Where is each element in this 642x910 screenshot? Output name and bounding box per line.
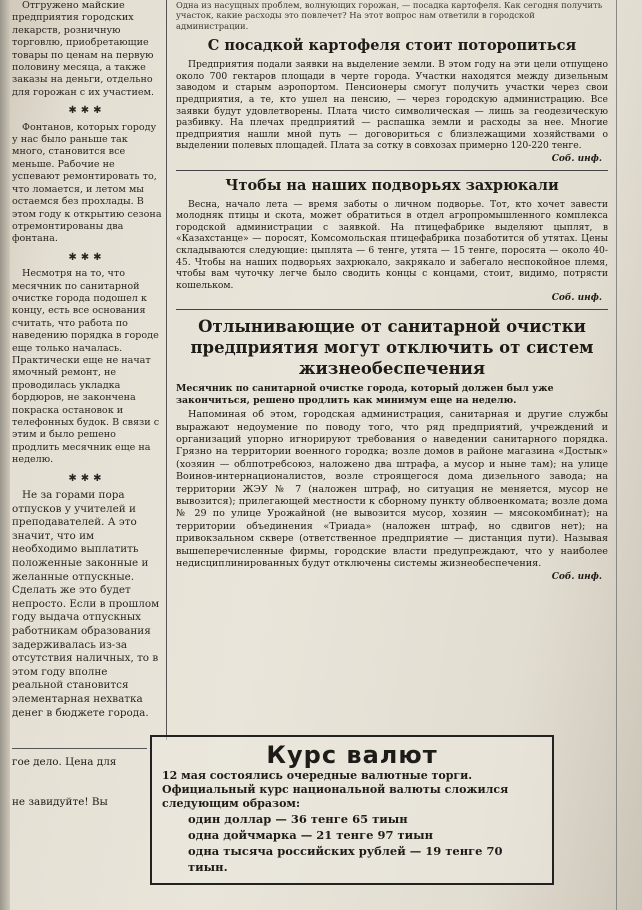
currency-intro: 12 мая состоялись очередные валютные торги. Официальный курс национальной валюты сложился следующим образом: bbox=[162, 769, 509, 810]
sanitary-body: Напоминая об этом, городская администрация, санитарная и другие службы выражают недоумение по поводу того, что ряд предприятий, учреждений и организаций упорно игнорируют требования о наведении санитарного порядка. Грязно на территории военного городка; возле домов в районе магазина «Достык» (хозяин — облпотребсоюз, наложено два штрафа, а мусор и ныне там); на улице Воинов-интернационалистов, возле строящегося дома дизельного завода; на территории ЖЭУ № 7 (наложен штраф, но ситуация не меняется, мусор не вывозится); прилегающей местности к сборному пункту облвоенкомата; возле дома № 29 по улице Урожайной (не вывозится мусор, хозяин — мясокомбинат); на территории объединения «Триада» (наложен штраф, но сдвигов нет); на привокзальном сквере (ответственное предприятие — дистанция пути). Называя вышеперечисленные фирмы, городские власти предупреждают, что у наиболее недисциплинированных будут отключены системы жизнеобеспечения. bbox=[176, 409, 608, 569]
left-block-3: Несмотря на то, что месячник по санитарной очистке города подошел к концу, есть все основания считать, что работа по наведению порядка в городе еще только началась. Практически еще не начат ямочный ремонт, не проводилась укладка бордюров, не закончена покраска остановок и телефонных будок. В связи с этим и было решено продлить месячник еще на неделю. bbox=[12, 268, 160, 466]
sanitary-source: Соб. инф. bbox=[551, 572, 602, 583]
potato-headline: С посадкой картофеля стоит поторопиться bbox=[207, 37, 577, 55]
right-column-rule bbox=[616, 0, 617, 910]
sanitary-headline: Отлынивающие от санитарной очистки предприятия могут отключить от систем жизнеобеспечения bbox=[190, 316, 594, 378]
rate-dmark: одна дойчмарка — 21 тенге 97 тиын bbox=[188, 828, 434, 842]
potato-body: Предприятия подали заявки на выделение земли. В этом году на эти цели отпущено около 700 гектаров площади в черте города. Участки находятся между дизельным заводом и старым аэропортом. Пенсионеры смогут получить участки через свои предприятия, а те, кто ушел на пенсию, — через городскую администрацию. Все заявки будут удовлетворены. Плата чисто символическая — лишь за геодезическую разбивку. На плечах предприятий — распашка земли и расходы за нее. Многие предприятия нашли мной путь — договориться с близлежащими хозяйствами о выделении полевых площадей. Плата за сотку в совхозах примерно 120-220 тенге. bbox=[176, 59, 608, 152]
sanitary-lead: Месячник по санитарной очистке города, который должен был уже закончиться, решено продлить как минимум еще на неделю. bbox=[176, 382, 554, 406]
left-bottom-snippets bbox=[12, 742, 147, 809]
separator-stars: ✱✱✱ bbox=[68, 251, 106, 263]
rate-rubles: одна тысяча российских рублей — 19 тенге 70 тиын. bbox=[188, 844, 503, 874]
poultry-source: Соб. инф. bbox=[551, 293, 602, 304]
left-bottom-line-1: гое дело. Цена для bbox=[12, 756, 117, 768]
potato-intro: Одна из насущных проблем, волнующих горожан, — посадка картофеля. Как сегодня получить участок, какие расходы это повлечет? На этот вопрос нам ответили в городской администрации. bbox=[176, 0, 603, 31]
currency-title: Курс валют bbox=[266, 741, 438, 769]
column-rule bbox=[166, 0, 167, 740]
left-block-4: Не за горами пора отпусков у учителей и преподавателей. А это значит, что им необходимо выплатить положенные законные и желанные отпускные. Сделать же это будет непросто. Если в прошлом году выдача отпускных работникам образования задерживалась из-за отсутствия наличных, то в этом году вполне реальной становится элементарная нехватка денег в бюджете города. bbox=[12, 489, 160, 719]
rate-dollar: один доллар — 36 тенге 65 тиын bbox=[188, 812, 408, 826]
page-gutter bbox=[0, 0, 10, 910]
potato-source: Соб. инф. bbox=[551, 153, 602, 164]
left-block-2: Фонтанов, которых городу у нас было раньше так много, становится все меньше. Рабочие не успевают ремонтировать то, что ломается, и летом мы остаемся без прохлады. В этом году к открытию сезона отремонтированы два фонтана. bbox=[12, 121, 162, 245]
left-bottom-line-2: не завидуйте! Вы bbox=[12, 796, 108, 808]
separator-stars: ✱✱✱ bbox=[68, 105, 106, 117]
currency-box bbox=[150, 735, 554, 885]
poultry-body: Весна, начало лета — время заботы о личном подворье. Тот, кто хочет завести молодняк птицы и скота, может обратиться в отдел агропромышленного комплекса городской администрации с заявкой. На птицефабрике выделяют цыплят, в «Казахстанце» — поросят, Комсомольская птицефабрика позаботится об утятах. Цены складываются следующие: цыплята — 6 тенге, утята — 15 тенге, поросята — около 40-45. Чтобы на наших подворьях захрюкало, закрякало и забегало неспокойное племя, чтобы вам чуточку легче было сводить концы с концами, стоит, видимо, потрясти кошельком. bbox=[176, 198, 608, 291]
left-block-1: Отгружено майские предприятия городских лекарств, розничную торговлю, приобретающие товары по ценам на первую половину месяца, а также заказы на деньги, отдельно для горожан с их участием. bbox=[12, 0, 155, 98]
poultry-headline: Чтобы на наших подворьях захрюкали bbox=[225, 176, 559, 194]
separator-stars: ✱✱✱ bbox=[68, 472, 106, 484]
